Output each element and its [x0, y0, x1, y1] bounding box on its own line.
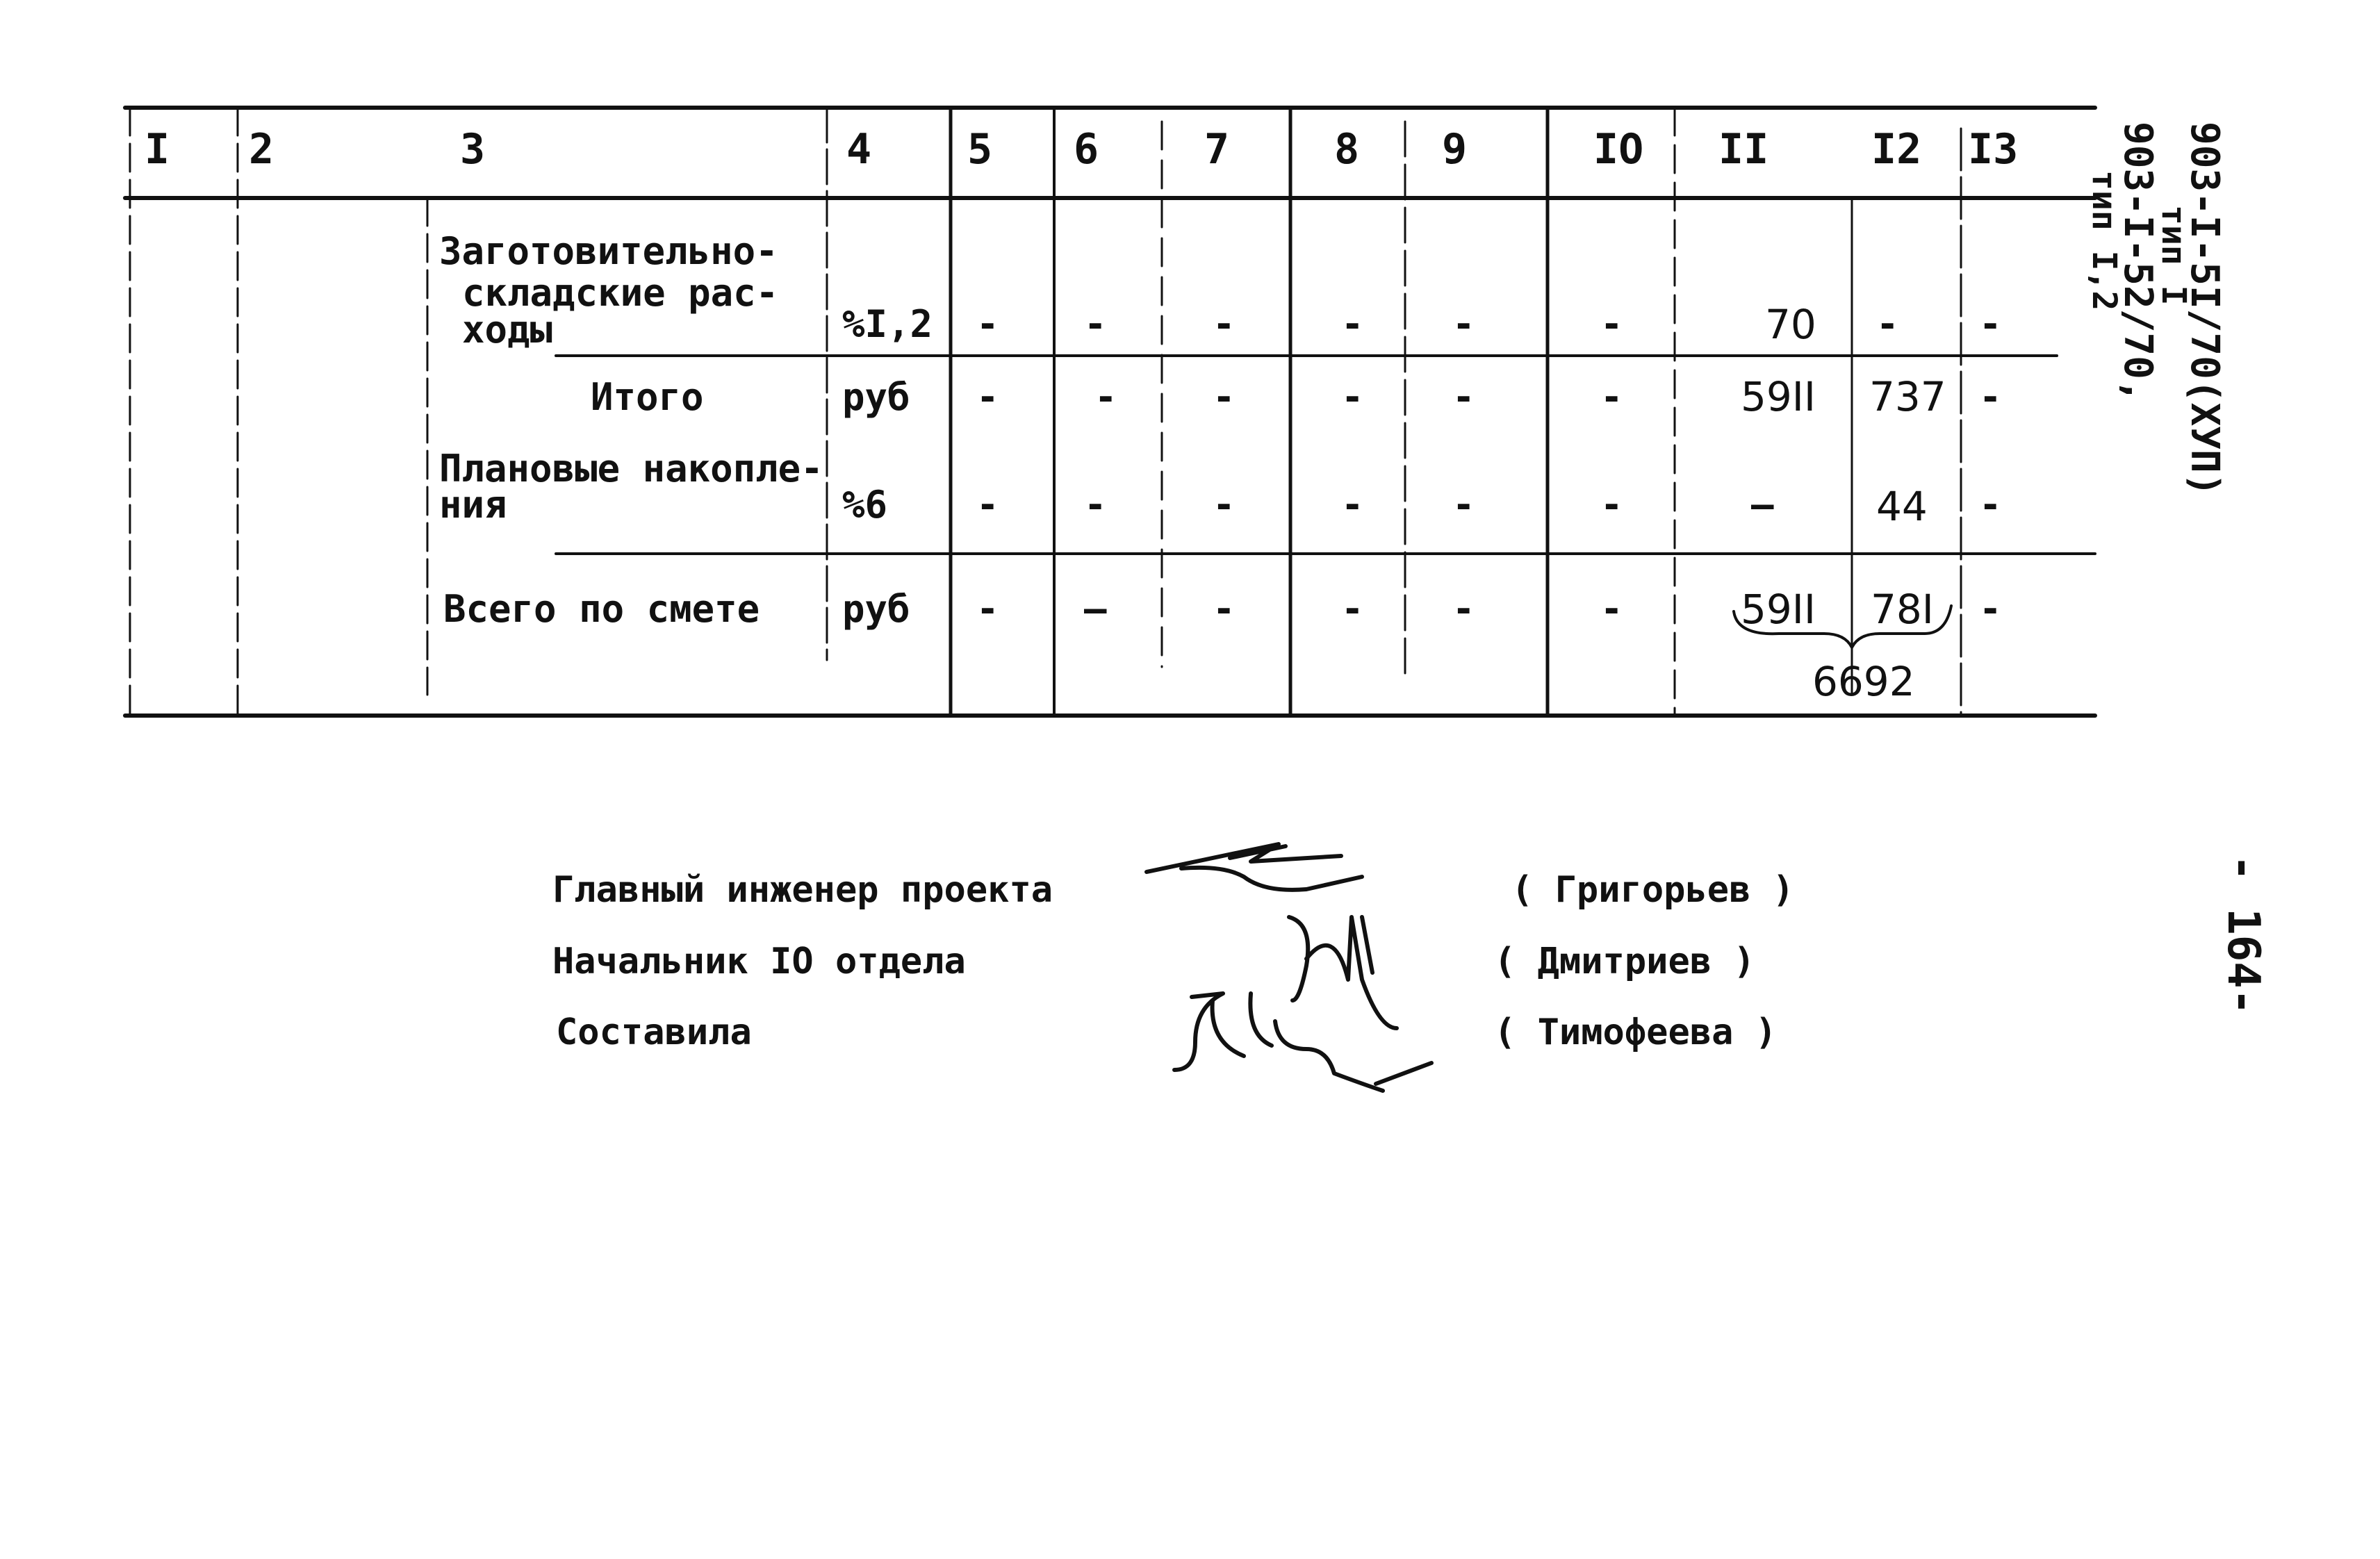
header-col-7: 7	[1204, 125, 1230, 174]
row3-col8: -	[1341, 483, 1364, 527]
row2-col5: -	[976, 375, 999, 419]
row4-col5: -	[976, 587, 999, 631]
row2-col8: -	[1341, 375, 1364, 419]
row1-col11: 70	[1765, 301, 1816, 348]
row3-col6: -	[1084, 483, 1107, 527]
header-col-2: 2	[249, 125, 274, 174]
signature-role-2: Начальник IO отдела	[552, 941, 966, 982]
side-code-1: 903-I-5I/70(XУП)	[2182, 122, 2227, 497]
row1-label-line1: Заготовительно-	[439, 229, 778, 273]
row4-col6: —	[1084, 587, 1107, 631]
row3-col10: -	[1600, 483, 1623, 527]
row2-col11: 59II	[1741, 373, 1816, 420]
row4-col9: -	[1452, 587, 1475, 631]
grand-total: 6692	[1812, 658, 1915, 705]
signature-dmitriev	[1289, 917, 1397, 1028]
header-col-11: II	[1718, 125, 1769, 174]
row4-col10: -	[1600, 587, 1623, 631]
row2-col13: -	[1979, 375, 2002, 419]
side-code-2: 903-I-52/70,	[2115, 122, 2160, 403]
row4-label: Всего по смете	[443, 587, 760, 631]
header-col-5: 5	[967, 125, 993, 174]
row4-col12: 78I	[1871, 586, 1934, 633]
row1-col12: -	[1876, 302, 1899, 346]
row4-col13: -	[1979, 587, 2002, 631]
row2-col10: -	[1600, 375, 1623, 419]
header-col-13: I3	[1968, 125, 2019, 174]
row2-col7: -	[1213, 375, 1236, 419]
page-number: - 164-	[2217, 855, 2269, 1016]
row3-col9: -	[1452, 483, 1475, 527]
row2-unit: руб	[842, 375, 910, 419]
row3-col7: -	[1213, 483, 1236, 527]
signature-role-3: Составила	[556, 1012, 752, 1053]
row4-col8: -	[1341, 587, 1364, 631]
row3-unit: %6	[842, 483, 888, 527]
row1-col9: -	[1452, 302, 1475, 346]
row1-col13: -	[1979, 302, 2002, 346]
row3-col12: 44	[1876, 483, 1928, 530]
row1-col8: -	[1341, 302, 1364, 346]
row3-label-line2: ния	[439, 483, 507, 527]
row1-col6: -	[1084, 302, 1107, 346]
row3-label-line1: Плановые накопле-	[439, 447, 823, 490]
row2-label: Итого	[591, 375, 704, 419]
signature-timofeeva	[1174, 993, 1431, 1091]
row1-col7: -	[1213, 302, 1236, 346]
header-col-1: I	[145, 125, 170, 174]
side-type-1: тип I	[2154, 205, 2193, 306]
row1-label-line2: складские рас-	[462, 271, 779, 315]
row1-unit: %I,2	[842, 302, 933, 346]
header-col-4: 4	[846, 125, 872, 174]
header-col-8: 8	[1334, 125, 1360, 174]
header-col-3: 3	[460, 125, 486, 174]
row4-unit: руб	[842, 587, 910, 631]
row3-col5: -	[976, 483, 999, 527]
row1-col10: -	[1600, 302, 1623, 346]
row2-col6: -	[1094, 375, 1117, 419]
row2-col9: -	[1452, 375, 1475, 419]
signature-name-3: ( Тимофеева )	[1494, 1012, 1777, 1053]
side-type-2: тип I,2	[2085, 170, 2124, 311]
row3-col11: —	[1751, 483, 1774, 527]
row2-col12: 737	[1869, 373, 1946, 420]
header-col-12: I2	[1871, 125, 1922, 174]
row3-col13: -	[1979, 483, 2002, 527]
signature-name-2: ( Дмитриев )	[1494, 941, 1755, 982]
header-col-9: 9	[1442, 125, 1468, 174]
row4-col11: 59II	[1741, 586, 1816, 633]
row1-label-line3: ходы	[462, 308, 553, 352]
header-col-10: IO	[1593, 125, 1644, 174]
header-col-6: 6	[1074, 125, 1099, 174]
row4-col7: -	[1213, 587, 1236, 631]
signature-name-1: ( Григорьев )	[1511, 869, 1794, 911]
signature-grigoriev	[1147, 844, 1362, 890]
signature-role-1: Главный инженер проекта	[552, 869, 1053, 911]
row1-col5: -	[976, 302, 999, 346]
